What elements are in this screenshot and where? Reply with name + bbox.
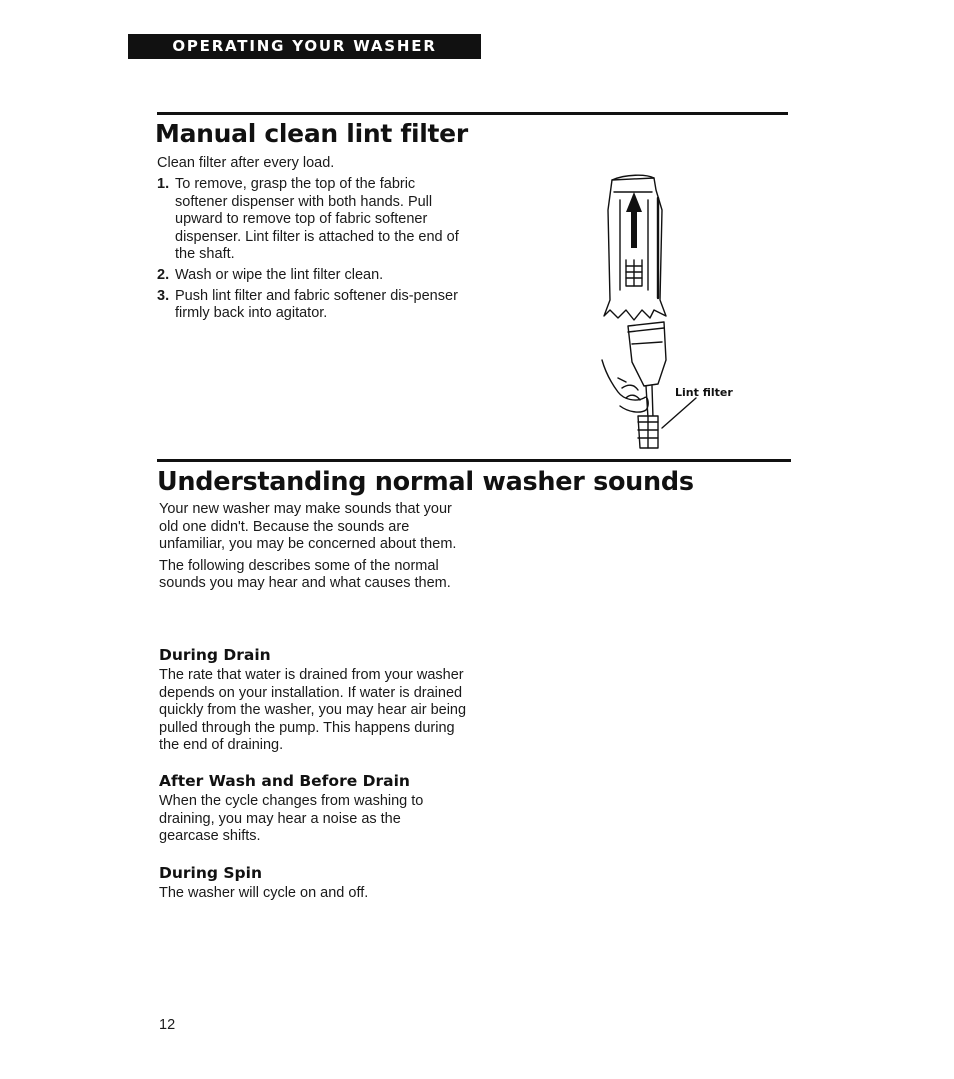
lint-filter-intro: Clean filter after every load. [157, 155, 335, 171]
lint-filter-label: Lint filter [675, 386, 733, 399]
sounds-intro [159, 501, 469, 593]
lint-filter-steps [157, 176, 467, 326]
step-item [157, 267, 467, 285]
washer-sounds-title: Understanding normal washer sounds [157, 467, 694, 497]
section-banner: OPERATING YOUR WASHER [128, 34, 481, 59]
step-text: To remove, grasp the top of the fabric softener dispenser with both hands. Pull upward to remove top of fabric softener dispenser. Lint filter is attached to the end of the shaft. [175, 176, 459, 263]
step-text: Push lint filter and fabric softener dis-penser firmly back into agitator. [175, 287, 458, 322]
step-item [157, 176, 467, 264]
section-divider [157, 112, 788, 115]
during-drain-heading: During Drain [159, 646, 271, 664]
step-number: 3. [157, 287, 170, 304]
intro-paragraph: The following describes some of the normal sounds you may hear and what causes them. [159, 557, 451, 592]
lint-filter-illustration [596, 170, 756, 455]
step-number: 1. [157, 176, 170, 192]
intro-paragraph: Your new washer may make sounds that your old one didn't. Because the sounds are unfamiliar, you may be concerned about them. [159, 501, 457, 553]
during-drain-text: The rate that water is drained from your washer depends on your installation. If water is drained quickly from the washer, you may hear air being pulled through the pump. This happens during the end of draining. [159, 667, 467, 754]
lint-filter-title: Manual clean lint filter [155, 119, 468, 148]
during-spin-heading: During Spin [159, 864, 262, 882]
during-spin-text: The washer will cycle on and off. [159, 885, 369, 901]
section-divider [157, 459, 791, 462]
step-item [157, 288, 467, 323]
after-wash-heading: After Wash and Before Drain [159, 772, 410, 790]
after-wash-text: When the cycle changes from washing to draining, you may hear a noise as the gearcase shifts. [159, 793, 424, 845]
page-number: 12 [159, 1017, 176, 1033]
step-text: Wash or wipe the lint filter clean. [175, 266, 384, 283]
step-number: 2. [157, 266, 170, 283]
